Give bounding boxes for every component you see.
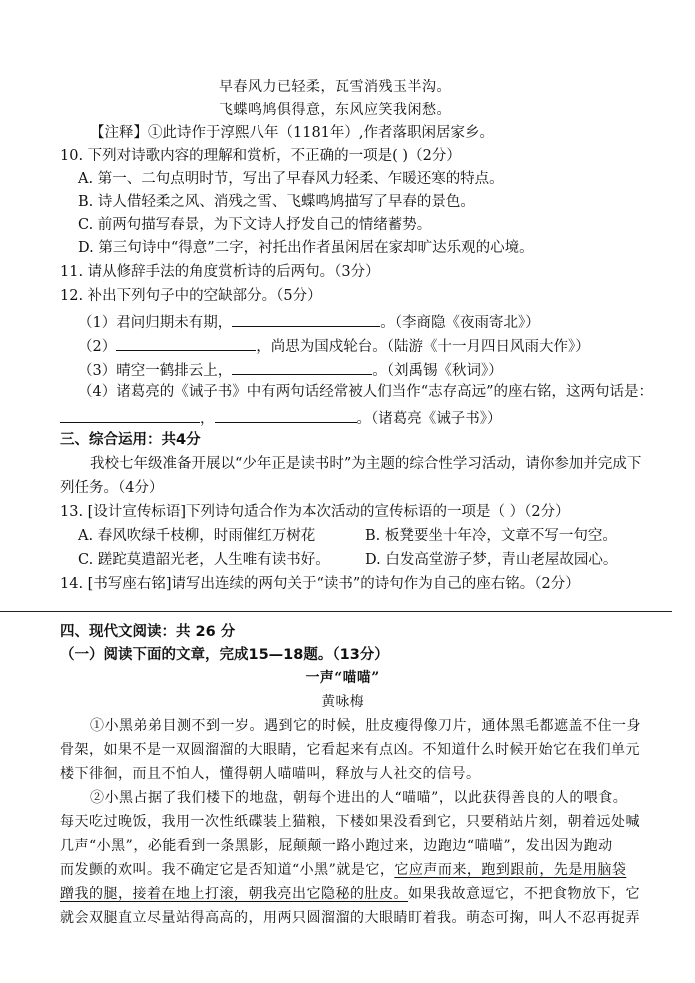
question-12-item-3 — [78, 358, 503, 381]
question-13-option-b: B. 板凳要坐十年冷，文章不写一句空。 — [365, 528, 617, 544]
poem-line-3: 早春风力已轻柔，瓦雪消残玉半沟。 — [219, 79, 451, 95]
article-author: 黄咏梅 — [321, 694, 365, 710]
plain-text: 如果我故意逗它，不把食物放下，它 — [408, 886, 640, 902]
article-paragraph-2-line-6: 就会双腿直立尽量站得高高的，用两只圆溜溜的大眼睛盯着我。萌态可掬，叫人不忍再捉弄 — [60, 910, 640, 926]
item-4-suffix: 。（诸葛亮《诫子书》） — [356, 411, 502, 427]
article-paragraph-1-line-2: 骨架，如果不是一双圆溜溜的大眼睛，它看起来有点凶。不知道什么时候开始它在我们单元 — [60, 742, 640, 758]
question-12-item-2 — [78, 334, 590, 357]
answer-blank[interactable] — [60, 406, 200, 423]
question-12-item-1 — [78, 310, 540, 333]
question-10-option-c: C. 前两句描写春景，为下文诗人抒发自己的情绪蓄势。 — [78, 217, 432, 233]
question-10-option-d: D. 第三句诗中“得意”二字，衬托出作者虽闲居在家却旷达乐观的心境。 — [78, 240, 534, 256]
question-13-stem: 13. [设计宣传标语]下列诗句适合作为本次活动的宣传标语的一项是（ ）（2分） — [60, 504, 570, 520]
section-3-intro-line-2: 列任务。（4分） — [60, 480, 164, 496]
answer-blank[interactable] — [215, 406, 357, 423]
article-paragraph-1-line-1: ①小黑弟弟目测不到一岁。遇到它的时候，肚皮瘦得像刀片，通体黑毛都遮盖不住一身 — [90, 718, 641, 734]
answer-blank[interactable] — [232, 358, 372, 375]
question-12-item-4: （4）诸葛亮的《诫子书》中有两句话经常被人们当作“志存高远”的座右铭，这两句话是： — [78, 384, 654, 400]
section-4-subtitle: （一）阅读下面的文章，完成15—18题。（13分） — [60, 647, 389, 663]
section-4-title: 四、现代文阅读：共 26 分 — [60, 624, 236, 640]
article-paragraph-2-line-1: ②小黑占据了我们楼下的地盘，朝每个进出的人“喵喵”，以此获得善良的人的喂食。 — [90, 790, 628, 806]
poem-line-4: 飞蝶鸣鸠俱得意，东风应笑我闲愁。 — [219, 102, 451, 118]
divider — [0, 611, 672, 612]
item-1-prefix: （1）君问归期未有期， — [78, 315, 233, 331]
question-10-stem: 10. 下列对诗歌内容的理解和赏析，不正确的一项是( )（2分） — [60, 148, 461, 164]
section-3-intro-line-1: 我校七年级准备开展以“少年正是读书时”为主题的综合性学习活动，请你参加并完成下 — [90, 456, 642, 472]
article-title: 一声“喵喵” — [305, 670, 380, 686]
question-10-option-b: B. 诗人借轻柔之风、消残之雪、飞蝶鸣鸠描写了早春的景色。 — [78, 194, 475, 210]
question-14: 14. [书写座右铭]请写出连续的两句关于“读书”的诗句作为自己的座右铭。（2分） — [60, 576, 580, 592]
underlined-sentence: 它应声而来，跑到跟前，先是用脑袋 — [394, 862, 627, 878]
plain-text: 而发颤的欢叫。我不确定它是否知道“小黑”就是它， — [60, 862, 395, 878]
article-paragraph-1-line-3: 楼下徘徊，而且不怕人，懂得朝人喵喵叫，释放与人社交的信号。 — [60, 766, 481, 782]
item-3-suffix: 。（刘禹锡《秋词》） — [372, 363, 503, 379]
question-13-option-c: C. 蹉跎莫遣韶光老，人生唯有读书好。 — [78, 552, 330, 568]
item-2-prefix: （2） — [78, 339, 117, 355]
article-paragraph-2-line-2: 每天吃过晚饭，我用一次性纸碟装上猫粮，下楼如果没看到它，只要稍站片刻，朝着远处喊 — [60, 814, 640, 830]
question-13-option-d: D. 白发高堂游子梦，青山老屋故园心。 — [365, 552, 618, 568]
question-11: 11. 请从修辞手法的角度赏析诗的后两句。（3分） — [60, 264, 380, 280]
item-4-separator: ， — [200, 411, 215, 427]
item-1-suffix: 。（李商隐《夜雨寄北》） — [380, 315, 540, 331]
item-3-prefix: （3）晴空一鹤排云上， — [78, 363, 233, 379]
underlined-sentence: 蹭我的腿，接着在地上打滚，朝我亮出它隐秘的肚皮。 — [60, 886, 408, 902]
article-paragraph-2-line-5 — [60, 884, 640, 904]
question-13-option-a: A. 春风吹绿千枝柳，时雨催红万树花 — [78, 528, 316, 544]
question-12-stem: 12. 补出下列句子中的空缺部分。（5分） — [60, 288, 322, 304]
question-10-option-a: A. 第一、二句点明时节，写出了早春风力轻柔、乍暖还寒的特点。 — [78, 171, 504, 187]
question-12-item-4-answer — [60, 406, 502, 429]
article-paragraph-2-line-3: 几声“小黑”，必能看到一条黑影，屁颠颠一路小跑过来，边跑边“喵喵”，发出因为跑动 — [60, 838, 613, 854]
section-3-title: 三、综合运用：共4分 — [60, 432, 201, 448]
poem-note: 【注释】①此诗作于淳熙八年（1181年）,作者落职闲居家乡。 — [90, 125, 495, 141]
answer-blank[interactable] — [232, 310, 380, 327]
answer-blank[interactable] — [116, 334, 256, 351]
article-paragraph-2-line-4 — [60, 860, 626, 880]
item-2-suffix: ，尚思为国戍轮台。（陆游《十一月四日风雨大作》） — [256, 339, 590, 355]
